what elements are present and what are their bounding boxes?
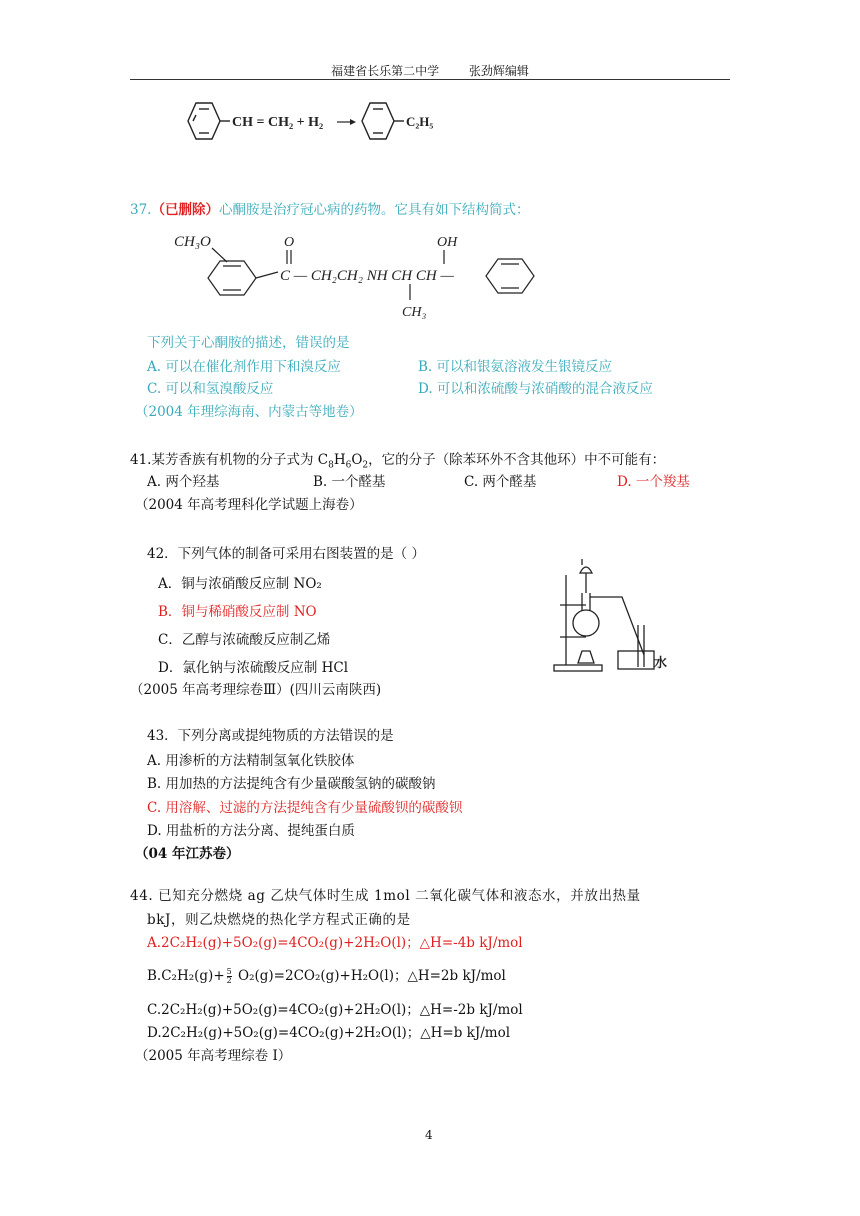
q44-option-b-part1: B.C₂H₂(g)+ xyxy=(147,968,225,984)
separatory-funnel xyxy=(580,567,592,573)
page-number: 4 xyxy=(425,1128,433,1142)
q44-stem-line1: 44. 已知充分燃烧 ag 乙炔气体时生成 1mol 二氧化碳气体和液态水，并放出热量 xyxy=(130,888,641,904)
benzene-ring-left xyxy=(188,103,220,139)
fraction-numerator: 5 xyxy=(226,967,232,976)
q44-source: （2005 年高考理综卷 I） xyxy=(135,1048,292,1064)
q41-option-c: C. 两个醛基 xyxy=(464,474,537,490)
q43-option-b: B. 用加热的方法提纯含有少量碳酸氢钠的碳酸钠 xyxy=(147,776,436,792)
q37-option-a: A. 可以在催化剂作用下和溴反应 xyxy=(147,359,341,375)
q41-c-count: 8 xyxy=(328,460,334,471)
collecting-trough xyxy=(618,651,654,669)
q43-option-a: A. 用渗析的方法精制氢氧化铁胶体 xyxy=(147,753,355,769)
q41-source: （2004 年高考理科化学试题上海卷） xyxy=(135,497,363,513)
page-header xyxy=(130,62,730,79)
header-school: 福建省长乐第二中学 xyxy=(331,64,440,78)
q42-option-d: D．氯化钠与浓硫酸反应制 HCl xyxy=(158,660,349,676)
q37-option-c: C. 可以和氢溴酸反应 xyxy=(147,381,274,397)
q37-number: 37. xyxy=(130,202,152,218)
alcohol-lamp xyxy=(578,651,594,663)
stand-base xyxy=(554,665,602,671)
q37-source: （2004 年理综海南、内蒙古等地卷） xyxy=(135,404,363,420)
q44-option-b xyxy=(147,964,506,985)
och3-label: CH₃O xyxy=(174,234,211,250)
round-bottom-flask xyxy=(573,610,599,636)
q43-source: （04 年江苏卷） xyxy=(135,846,240,862)
q44-option-c: C.2C₂H₂(g)+5O₂(g)=4CO₂(g)+2H₂O(l)；△H=-2b kJ/mol xyxy=(147,1002,523,1018)
xintongan-structure xyxy=(172,228,552,323)
q41-h-count: 6 xyxy=(345,460,352,471)
q41-h: H xyxy=(333,452,346,468)
q41-option-b: B. 一个醛基 xyxy=(313,474,386,490)
q43-stem: 43．下列分离或提纯物质的方法错误的是 xyxy=(147,728,394,744)
reaction-right-text: C₂H₅ xyxy=(406,114,434,129)
q41-option-a: A. 两个羟基 xyxy=(147,474,220,490)
benzene-ring-phenyl xyxy=(486,259,534,293)
q44-option-a: A.2C₂H₂(g)+5O₂(g)=4CO₂(g)+2H₂O(l)；△H=-4b kJ/mol xyxy=(147,935,523,951)
gas-preparation-apparatus xyxy=(552,555,672,680)
q42-option-a: A．铜与浓硝酸反应制 NO₂ xyxy=(158,576,322,592)
q43-option-c: C. 用溶解、过滤的方法提纯含有少量硫酸钡的碳酸钡 xyxy=(147,800,463,816)
apparatus-water-label: 水 xyxy=(654,656,668,671)
q41-stem-a: 41.某芳香族有机物的分子式为 C xyxy=(130,452,329,468)
q37-deleted-tag: （已删除） xyxy=(151,202,219,218)
header-divider xyxy=(130,79,730,80)
q42-option-c: C．乙醇与浓硫酸反应制乙烯 xyxy=(158,632,331,648)
benzene-ring-right xyxy=(362,103,394,139)
oh-label: OH xyxy=(437,235,458,250)
q43-option-d: D. 用盐析的方法分离、提纯蛋白质 xyxy=(147,823,355,839)
q41-o-count: 2 xyxy=(362,460,369,471)
q37-prompt: 下列关于心酮胺的描述，错误的是 xyxy=(147,335,350,351)
q37-option-b: B. 可以和银氨溶液发生银镜反应 xyxy=(418,359,613,375)
q37-stem-text: 心酮胺是治疗冠心病的药物。它具有如下结构简式： xyxy=(218,202,530,218)
q44-fraction xyxy=(227,968,232,985)
ch3-label: CH₃ xyxy=(402,305,427,320)
main-chain-label: C — CH₂CH₂ NH CH CH — xyxy=(280,268,454,284)
benzene-ring-methoxy xyxy=(208,261,256,295)
reaction-left-text: CH = CH₂ + H₂ xyxy=(232,115,324,130)
q41-o: O xyxy=(351,452,363,468)
styrene-hydrogenation-reaction xyxy=(180,95,460,155)
q42-stem: 42．下列气体的制备可采用右图装置的是（ ） xyxy=(147,546,425,562)
q41-stem-b: ，它的分子（除苯环外不含其他环）中不可能有： xyxy=(368,452,666,468)
q42-option-b: B．铜与稀硝酸反应制 NO xyxy=(158,604,317,620)
q44-option-d: D.2C₂H₂(g)+5O₂(g)=4CO₂(g)+2H₂O(l)；△H=b kJ/mol xyxy=(147,1025,511,1041)
q37-option-d: D. 可以和浓硫酸与浓硝酸的混合液反应 xyxy=(418,381,653,397)
q42-source: （2005 年高考理综卷Ⅲ）(四川云南陕西) xyxy=(130,682,382,698)
q37-stem xyxy=(130,198,529,218)
q41-option-d: D. 一个羧基 xyxy=(617,474,690,490)
q41-stem xyxy=(130,448,665,471)
carbonyl-o-label: O xyxy=(284,235,295,250)
fraction-denominator: 2 xyxy=(226,976,232,985)
header-editor: 张劲辉编辑 xyxy=(468,64,529,78)
q44-stem-line2: bkJ，则乙炔燃烧的热化学方程式正确的是 xyxy=(147,912,411,928)
q44-option-b-part2: O₂(g)=2CO₂(g)+H₂O(l)；△H=2b kJ/mol xyxy=(233,968,506,984)
